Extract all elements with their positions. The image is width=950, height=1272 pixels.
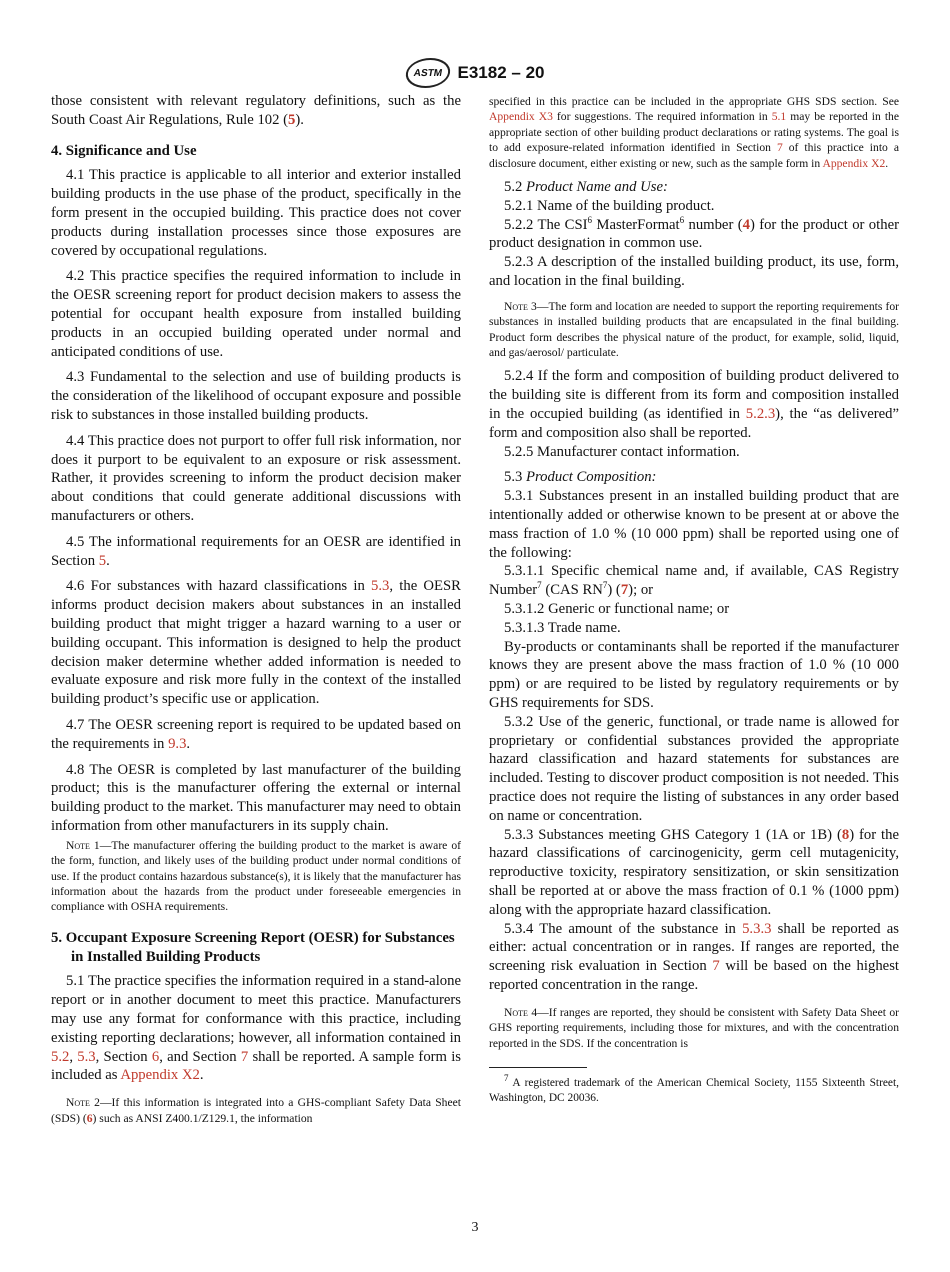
paragraph-4-7: 4.7 The OESR screening report is required to be updated based on the requirements in 9.3. bbox=[51, 716, 461, 752]
paragraph-5-3-1-2: 5.3.1.2 Generic or functional name; or bbox=[504, 601, 730, 617]
right-column bbox=[489, 94, 899, 1107]
paragraph-5-2-3: 5.2.3 A description of the installed building product, its use, form, and location in the final building. bbox=[489, 254, 899, 290]
section-link[interactable]: 7 bbox=[240, 1048, 249, 1065]
paragraph-4-2: 4.2 This practice specifies the required information to include in the OESR screening report for product decision makers to assess the potential for occupant health exposure from installed building products in an occupied building operated under normal and anticipated conditions of use. bbox=[51, 268, 461, 360]
footnote-rule bbox=[489, 1067, 587, 1068]
reference-link[interactable]: 4 bbox=[742, 216, 750, 233]
paragraph-5-3-4: 5.3.4 The amount of the substance in 5.3.3 shall be reported as either: actual concentration or in ranges. If ranges are reported, the screening risk evaluation in Section 7 will be based on the highest reported concentration in the range. bbox=[489, 920, 900, 993]
paragraph-5-2: 5.2 Product Name and Use: bbox=[504, 179, 668, 196]
appendix-link[interactable]: Appendix X3 bbox=[489, 110, 553, 124]
note-3: Note 3—The form and location are needed to support the reporting requirements for substances in installed building products that are encapsulated in the final building. Product form describes the physical nature of the product, for example, solid, liquid, and gas/aerosol/ particulate. bbox=[489, 299, 899, 360]
paragraph-5-2-5: 5.2.5 Manufacturer contact information. bbox=[504, 443, 740, 460]
paragraph-5-3-1-3: 5.3.1.3 Trade name. bbox=[504, 619, 621, 636]
section-link[interactable]: 6 bbox=[151, 1048, 160, 1065]
section-link[interactable]: 5.2.3 bbox=[745, 406, 776, 423]
document-id: E3182 – 20 bbox=[457, 63, 545, 82]
paragraph-4-4: 4.4 This practice does not purport to offer full risk information, nor does it purport to be equivalent to an exposure or risk assessment. Rather, it provides screening to inform the product decision maker about conditions that could generate additional discussions with manufacturers or others. bbox=[51, 432, 461, 524]
section-link[interactable]: 7 bbox=[712, 958, 720, 975]
section-link[interactable]: 5.3 bbox=[371, 578, 390, 595]
section-link[interactable]: 5.2 bbox=[51, 1048, 70, 1065]
paragraph-4-8: 4.8 The OESR is completed by last manufacturer of the building product; this is the manufacturer offering the external or internal building product to the market. This manufacturer may need to obtain information from other manufacturers in its supply chain. bbox=[51, 761, 461, 834]
paragraph-5-2-1: 5.2.1 Name of the building product. bbox=[504, 197, 715, 214]
paragraph-4-6: 4.6 For substances with hazard classifications in 5.3, the OESR informs product decision makers about substances in an installed building product that might trigger a hazard warning to a user or building occupant. This information is designed to help the product decision maker determine whether added information is needed to evaluate exposure and risk more fully in the context of the installed building product’s specific use or application. bbox=[51, 578, 461, 708]
paragraph-5-3: 5.3 Product Composition: bbox=[504, 469, 657, 486]
paragraph-4-1: 4.1 This practice is applicable to all interior and exterior installed building products in the use phase of the product, specifically in the form present in the occupied building. This practice does not cover products during installation processes since those exposures are covered by occupational regulations. bbox=[51, 167, 461, 259]
section-link[interactable]: 7 bbox=[776, 141, 783, 155]
paragraph-4-5: 4.5 The informational requirements for an OESR are identified in Section 5. bbox=[51, 533, 461, 569]
reference-link[interactable]: 7 bbox=[620, 582, 629, 599]
section-link[interactable]: 5 bbox=[98, 552, 107, 569]
left-column bbox=[51, 92, 461, 1126]
intro-paragraph: those consistent with relevant regulatory definitions, such as the South Coast Air Regulations, Rule 102 (5). bbox=[51, 93, 461, 128]
section-5-heading: 5. Occupant Exposure Screening Report (OESR) for Substances in Installed Building Products bbox=[51, 929, 455, 965]
page-number: 3 bbox=[471, 1220, 479, 1235]
paragraph-5-2-2: 5.2.2 The CSI$^6$ MasterFormat$^6$ number (4) for the product or other product designation in common use. bbox=[489, 214, 899, 252]
section-link[interactable]: 5.3 bbox=[77, 1048, 96, 1065]
paragraph-5-3-3: 5.3.3 Substances meeting GHS Category 1 (1A or 1B) (8) for the hazard classifications of carcinogenicity, germ cell mutagenicity, reproductive toxicity, respiratory sensitization, or skin sensitization shall be reported at or above the mass fraction of 0.1 % (1000 ppm) along with the appropriate hazard classification. bbox=[489, 826, 899, 918]
reference-link[interactable]: 5 bbox=[288, 111, 296, 128]
paragraph-5-2-4: 5.2.4 If the form and composition of building product delivered to the building site is different from its form and composition installed in the occupied building (as identified in 5.2.3), the “as delivered” form and composition also shall be reported. bbox=[489, 368, 899, 441]
note-4: Note 4—If ranges are reported, they should be consistent with Safety Data Sheet or GHS reporting requirements, including those for mixtures, and with the concentration reported in the SDS. If the concentration is bbox=[489, 1005, 899, 1050]
section-link[interactable]: 5.1 bbox=[771, 110, 787, 124]
reference-link[interactable]: 8 bbox=[841, 826, 850, 843]
astm-logo: ASTM bbox=[403, 58, 452, 88]
byproducts-paragraph: By-products or contaminants shall be reported if the manufacturer knows they are present above the mass fraction of 1.0 % (10 000 ppm) or are required to be listed by regulatory requirements or by GHS requirements for SDS. bbox=[489, 638, 899, 711]
section-link[interactable]: 5.3.3 bbox=[742, 920, 772, 937]
paragraph-5-3-1-1: 5.3.1.1 Specific chemical name and, if available, CAS Registry Number$^7$ (CAS $RN^7$) (7); or bbox=[489, 563, 899, 599]
note-2-continued: specified in this practice can be included in the appropriate GHS SDS section. See Appendix X3 for suggestions. The required information in 5.1 may be reported in the appropriate section of other building product declarations or rating systems. The goal is to add exposure-related information identified in Section 7 of this practice into a disclosure document, either existing or new, such as the sample form in Appendix X2. bbox=[489, 95, 899, 170]
paragraph-5-3-1: 5.3.1 Substances present in an installed building product that are intentionally added or otherwise known to be present at or above the mass fraction of 1.0 % (10 000 ppm) shall be reported using one of the following: bbox=[489, 488, 899, 561]
section-4-heading: 4. Significance and Use bbox=[51, 142, 197, 159]
note-1: Note 1—The manufacturer offering the building product to the market is aware of the form, function, and likely uses of the building product under normal conditions of use. If the product contains hazardous substance(s), it is likely that the manufacturer has information about the hazards from the product under foreseeable emergencies in compliance with OSHA requirements. bbox=[51, 838, 461, 914]
section-link[interactable]: 9.3 bbox=[168, 735, 187, 752]
paragraph-5-1: 5.1 The practice specifies the information required in a stand-alone report or in another document to meet this practice. Manufacturers may use any format for conformance with this practice, including existing reporting declarations; however, all information contained in 5.2, 5.3, Section 6, and Section 7 shall be reported. A sample form is included as Appendix X2. bbox=[51, 973, 462, 1084]
note-2: Note 2—If this information is integrated into a GHS-compliant Safety Data Sheet (SDS) (6) such as ANSI Z400.1/Z129.1, the information bbox=[51, 1096, 461, 1125]
reference-link[interactable]: 6 bbox=[86, 1111, 93, 1125]
page-header bbox=[0, 58, 950, 88]
footnote-7: $^7$ A registered trademark of the American Chemical Society, 1155 Sixteenth Street, Washington, DC 20036. bbox=[489, 1073, 899, 1105]
paragraph-5-3-2: 5.3.2 Use of the generic, functional, or trade name is allowed for proprietary or confidential substances provided the appropriate hazard classification and hazard statements for substances are included. Testing to discover product composition is not needed. This practice does not require the listing of substances in any order based on name or concentration. bbox=[489, 713, 899, 824]
appendix-link[interactable]: Appendix X2 bbox=[822, 156, 886, 170]
appendix-link[interactable]: Appendix X2 bbox=[120, 1067, 200, 1084]
paragraph-4-3: 4.3 Fundamental to the selection and use of building products is the consideration of the likelihood of occupant exposure and possible risk to substances in those installed building products. bbox=[51, 369, 461, 423]
